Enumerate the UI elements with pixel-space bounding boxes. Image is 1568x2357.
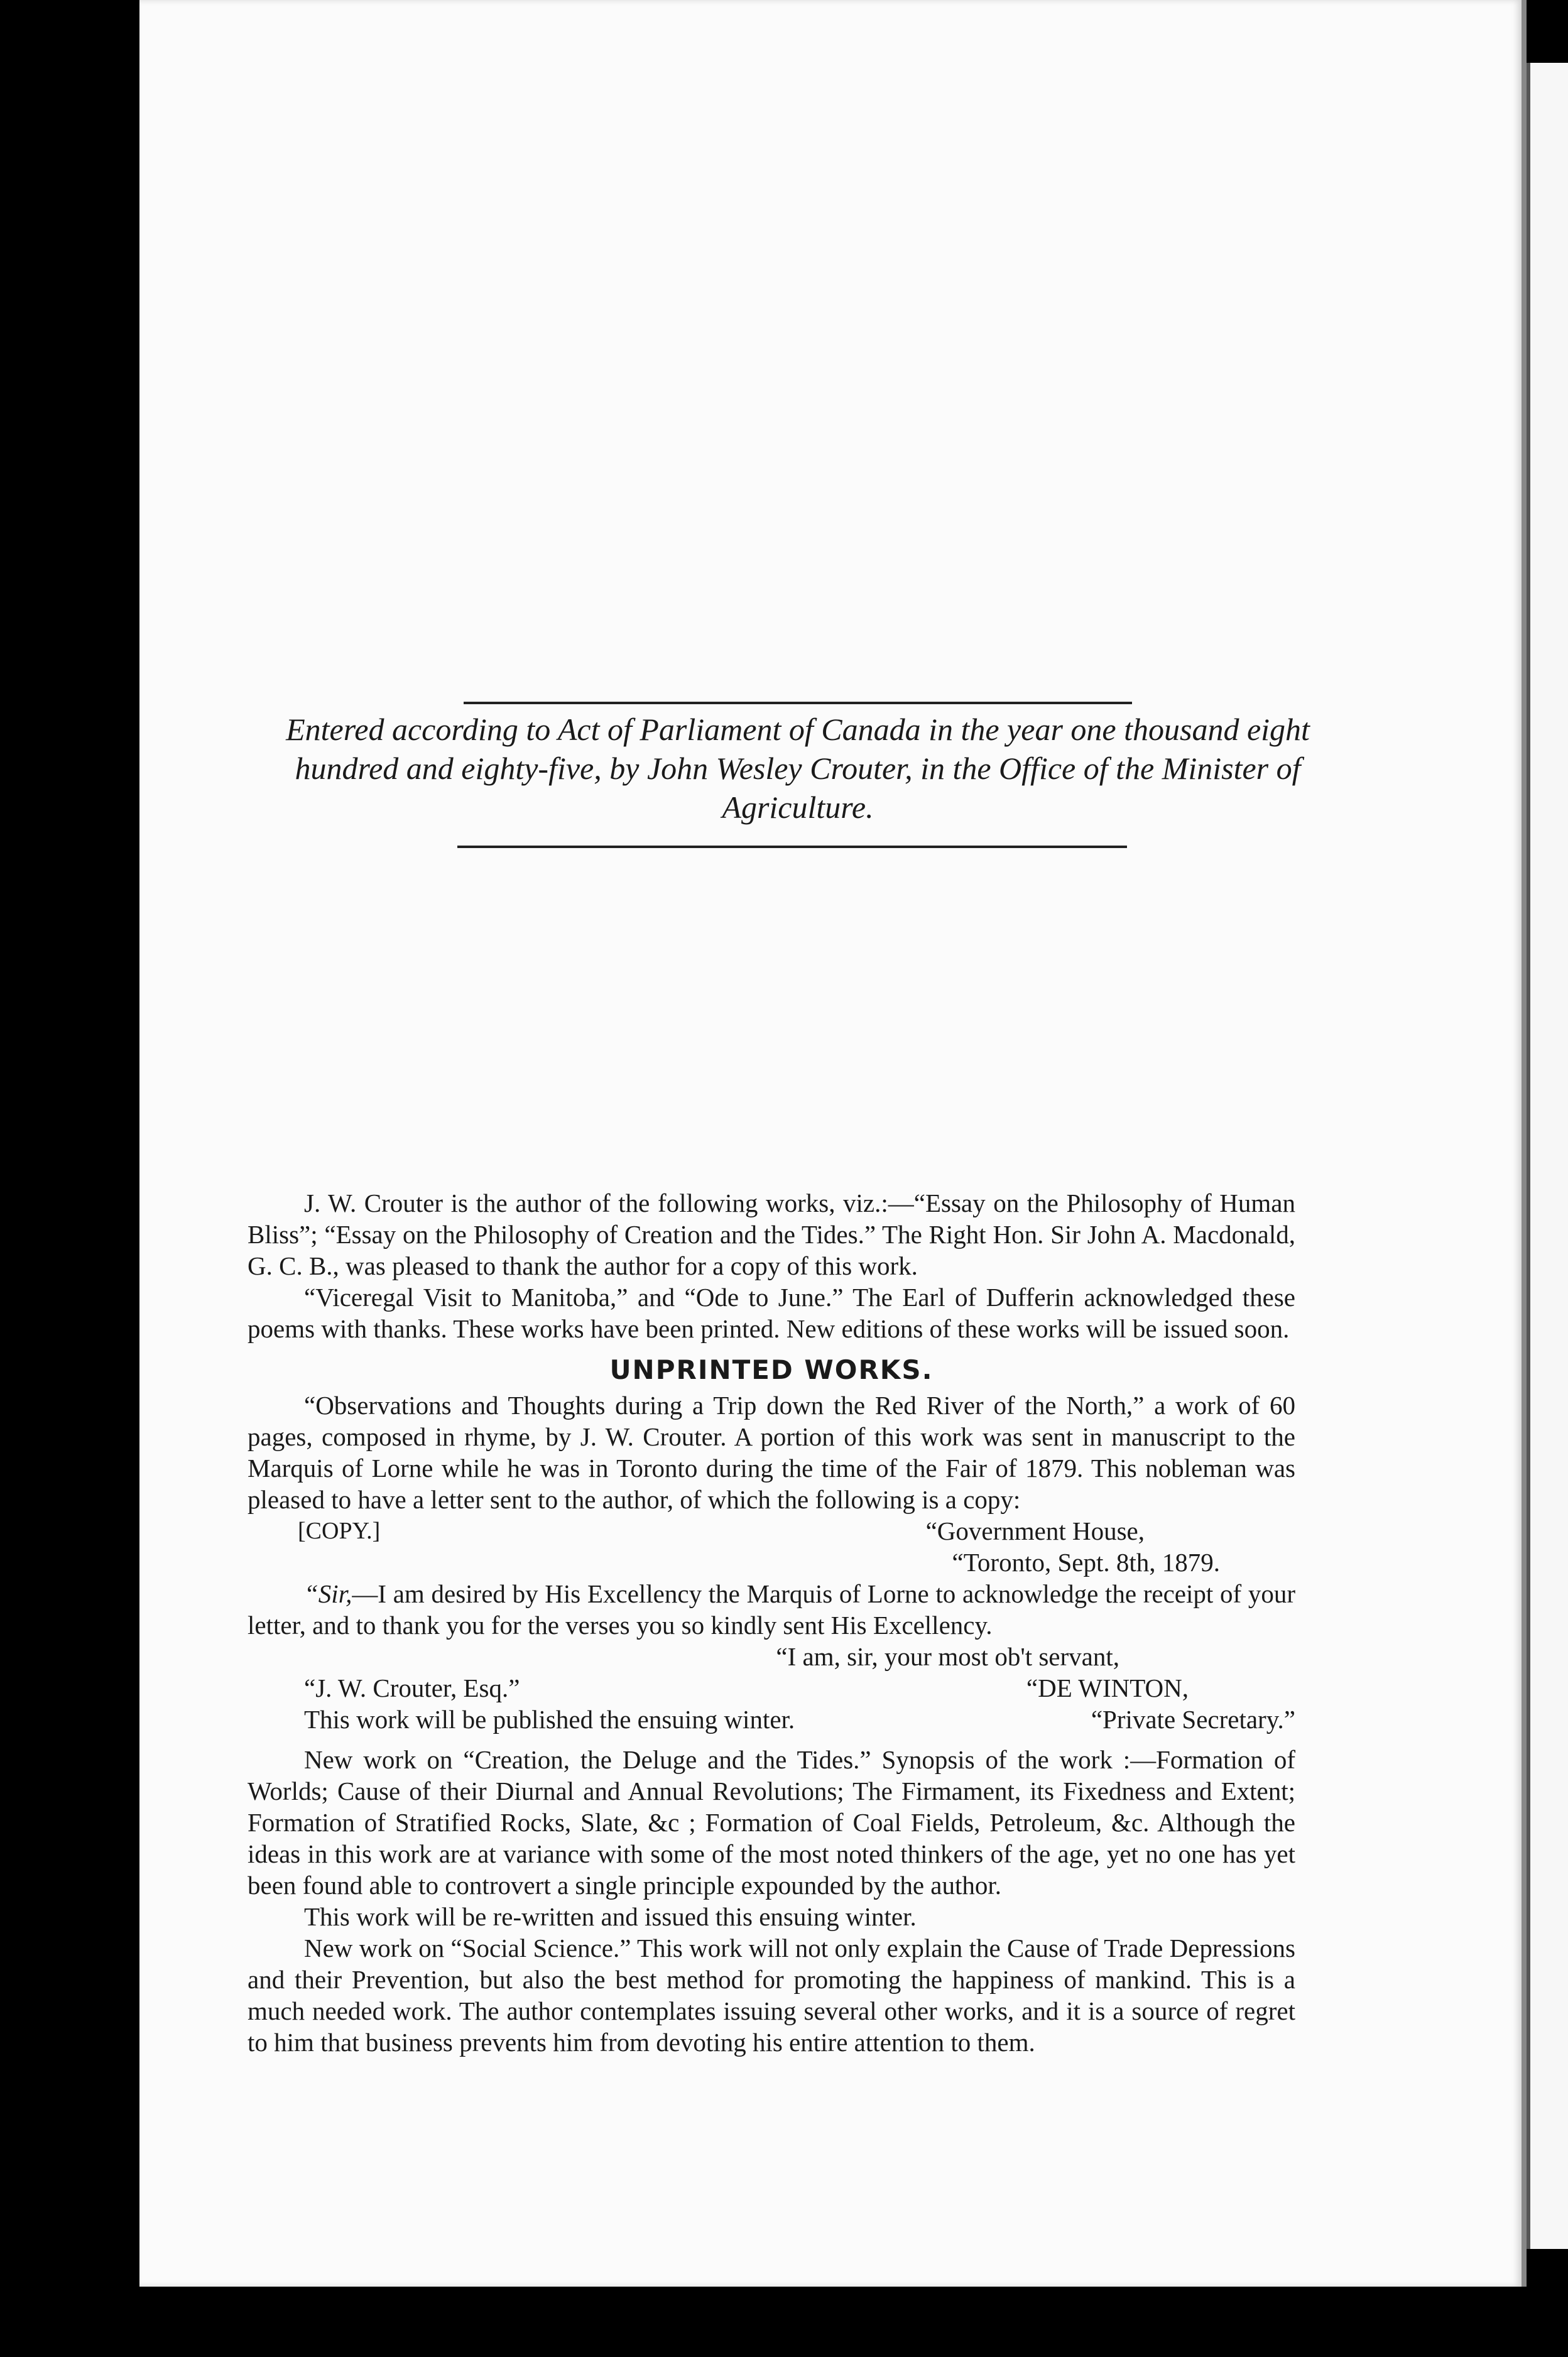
bottom-rule bbox=[457, 846, 1127, 848]
copyright-entry: Entered according to Act of Parliament of Canada in the year one thousand eight hundred and eighty-five, by John Wesley Crouter, in the Office of the Minister of Agriculture. bbox=[286, 712, 1310, 825]
works-paragraph: J. W. Crouter is the author of the following works, viz.:—“Essay on the Philosophy of Human Bliss”; “Essay on the Philosophy of Creation and the Tides.” The Right Hon. Sir John A. Macdonald, G. C. B., was pleased to thank the author for a copy of this work. bbox=[248, 1189, 1295, 1280]
top-rule bbox=[464, 702, 1132, 704]
page-edge bbox=[1527, 63, 1568, 2249]
letter-text: —I am desired by His Excellency the Marquis of Lorne to acknowledge the receipt of your letter, and to thank you for the verses you so kindly sent His Excellency. bbox=[248, 1579, 1295, 1640]
secretary-line bbox=[248, 1704, 1295, 1735]
letter-body bbox=[248, 1578, 1295, 1641]
addressee: “J. W. Crouter, Esq.” bbox=[304, 1674, 520, 1702]
signature-line bbox=[248, 1672, 1295, 1704]
copy-line bbox=[248, 1515, 1295, 1547]
creation-paragraph: New work on “Creation, the Deluge and the Tides.” Synopsis of the work :—Formation of Worlds; Cause of their Diurnal and Annual Revolutions; The Firmament, its Fixedness and Extent; Formation of Stratified Rocks, Slate, &c ; Formation of Coal Fields, Petroleum, &c. Although the ideas in this work are at variance with some of the most noted thinkers of the age, yet no one has yet been found able to controvert a single principle expounded by the author. bbox=[248, 1745, 1295, 1900]
copy-label: [COPY.] bbox=[298, 1518, 381, 1544]
social-science-paragraph: New work on “Social Science.” This work will not only explain the Cause of Trade Depressions and their Prevention, but also the best method for promoting the happiness of mankind. This is a much needed work. The author contemplates issuing several other works, and it is a source of regret to him that business prevents him from devoting his entire attention to them. bbox=[248, 1934, 1295, 2057]
rewrite-note: This work will be re-written and issued this ensuing winter. bbox=[304, 1902, 917, 1931]
letter-salutation: “Sir, bbox=[304, 1579, 352, 1608]
publish-note: This work will be published the ensuing winter. bbox=[304, 1705, 795, 1734]
letter-date: “Toronto, Sept. 8th, 1879. bbox=[952, 1548, 1220, 1577]
body-text bbox=[248, 1187, 1295, 2058]
letter-closing: “I am, sir, your most ob't servant, bbox=[776, 1642, 1119, 1671]
observations-paragraph: “Observations and Thoughts during a Trip down the Red River of the North,” a work of 60 pages, composed in rhyme, by J. W. Crouter. A portion of this work was sent in manuscript to the Marquis of Lorne while he was in Toronto during the time of the Fair of 1879. This nobleman was pleased to have a letter sent to the author, of which the following is a copy: bbox=[248, 1391, 1295, 1514]
government-house: “Government House, bbox=[925, 1516, 1145, 1545]
signatory: “DE WINTON, bbox=[1026, 1674, 1189, 1702]
poems-paragraph: “Viceregal Visit to Manitoba,” and “Ode to June.” The Earl of Dufferin acknowledged these poems with thanks. These works have been printed. New editions of these works will be issued soon. bbox=[248, 1283, 1295, 1343]
section-heading: UNPRINTED WORKS. bbox=[609, 1354, 934, 1385]
secretary-title: “Private Secretary.” bbox=[1091, 1705, 1295, 1734]
